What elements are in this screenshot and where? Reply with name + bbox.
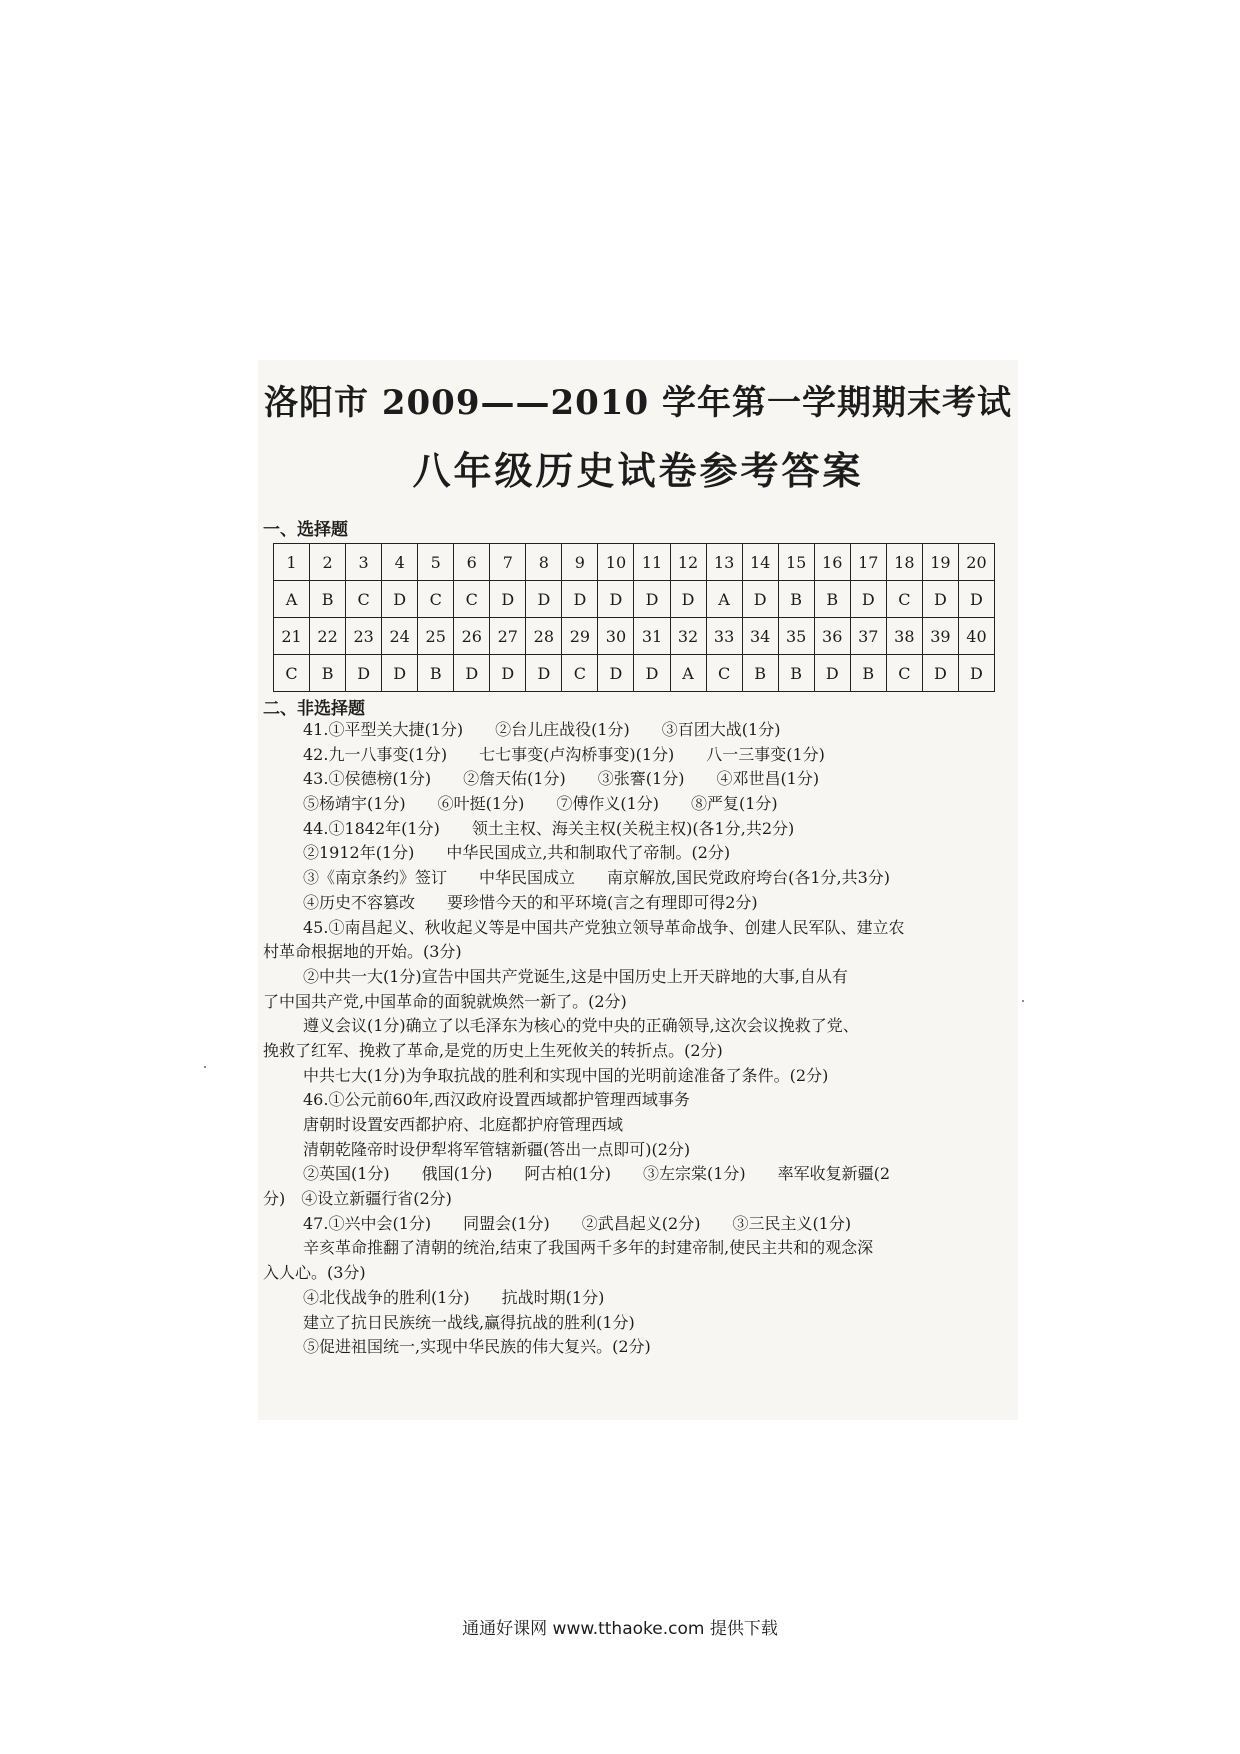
question-number-cell: 3 bbox=[346, 544, 382, 581]
answer-line: 46.①公元前60年,西汉政府设置西域都护管理西域事务 bbox=[303, 1090, 690, 1110]
question-number-cell: 14 bbox=[742, 544, 778, 581]
answer-cell: B bbox=[310, 581, 346, 618]
answer-cell: C bbox=[886, 581, 922, 618]
answer-cell: B bbox=[310, 655, 346, 692]
answer-cell: D bbox=[742, 581, 778, 618]
answer-line: 45.①南昌起义、秋收起义等是中国共产党独立领导革命战争、创建人民军队、建立农 bbox=[303, 917, 905, 937]
question-number-cell: 19 bbox=[922, 544, 958, 581]
answer-cell: D bbox=[922, 581, 958, 618]
answer-cell: D bbox=[958, 581, 994, 618]
question-number-cell: 2 bbox=[310, 544, 346, 581]
answer-line: ④历史不容篡改 要珍惜今天的和平环境(言之有理即可得2分) bbox=[303, 892, 758, 912]
question-number-cell: 6 bbox=[454, 544, 490, 581]
question-number-cell: 7 bbox=[490, 544, 526, 581]
answer-cell: D bbox=[382, 581, 418, 618]
answer-line: 44.①1842年(1分) 领土主权、海关主权(关税主权)(各1分,共2分) bbox=[303, 818, 795, 838]
answer-line: 辛亥革命推翻了清朝的统治,结束了我国两千多年的封建帝制,使民主共和的观念深 bbox=[303, 1238, 874, 1258]
question-number-cell: 25 bbox=[418, 618, 454, 655]
question-number-cell: 30 bbox=[598, 618, 634, 655]
answer-cell: B bbox=[778, 655, 814, 692]
question-number-cell: 26 bbox=[454, 618, 490, 655]
answer-line: 村革命根据地的开始。(3分) bbox=[263, 942, 462, 962]
question-number-cell: 8 bbox=[526, 544, 562, 581]
answer-cell: D bbox=[634, 581, 670, 618]
answer-cell: D bbox=[562, 581, 598, 618]
answer-cell: D bbox=[634, 655, 670, 692]
answer-cell: D bbox=[490, 655, 526, 692]
section-non-choice-label: 二、非选择题 bbox=[263, 699, 365, 719]
question-number-cell: 11 bbox=[634, 544, 670, 581]
question-number-cell: 5 bbox=[418, 544, 454, 581]
answer-line: ⑤杨靖宇(1分) ⑥叶挺(1分) ⑦傅作义(1分) ⑧严复(1分) bbox=[303, 794, 778, 814]
answer-cell: D bbox=[526, 581, 562, 618]
answer-line: ③《南京条约》签订 中华民国成立 南京解放,国民党政府垮台(各1分,共3分) bbox=[303, 868, 891, 888]
answer-line: ②英国(1分) 俄国(1分) 阿古柏(1分) ③左宗棠(1分) 率军收复新疆(2 bbox=[303, 1164, 891, 1184]
question-number-cell: 20 bbox=[958, 544, 994, 581]
answer-key-title: 八年级历史试卷参考答案 bbox=[412, 448, 864, 493]
question-number-cell: 31 bbox=[634, 618, 670, 655]
answer-cell: B bbox=[742, 655, 778, 692]
question-number-cell: 37 bbox=[850, 618, 886, 655]
question-number-cell: 17 bbox=[850, 544, 886, 581]
answer-cell: C bbox=[706, 655, 742, 692]
question-number-cell: 13 bbox=[706, 544, 742, 581]
answer-line: ④北伐战争的胜利(1分) 抗战时期(1分) bbox=[303, 1287, 605, 1307]
question-number-cell: 34 bbox=[742, 618, 778, 655]
answer-cell: C bbox=[274, 655, 310, 692]
question-number-cell: 1 bbox=[274, 544, 310, 581]
question-number-cell: 15 bbox=[778, 544, 814, 581]
answer-line: 中共七大(1分)为争取抗战的胜利和实现中国的光明前途准备了条件。(2分) bbox=[303, 1065, 829, 1085]
answer-cell: A bbox=[670, 655, 706, 692]
answer-line: 清朝乾隆帝时设伊犁将军管辖新疆(答出一点即可)(2分) bbox=[303, 1139, 691, 1159]
section-multiple-choice-label: 一、选择题 bbox=[263, 520, 348, 540]
answer-cell: D bbox=[526, 655, 562, 692]
answer-cell: C bbox=[418, 581, 454, 618]
question-number-cell: 10 bbox=[598, 544, 634, 581]
question-number-cell: 23 bbox=[346, 618, 382, 655]
answer-cell: D bbox=[382, 655, 418, 692]
answer-line: 唐朝时设置安西都护府、北庭都护府管理西域 bbox=[303, 1115, 624, 1134]
answer-row bbox=[274, 655, 995, 692]
question-number-cell: 29 bbox=[562, 618, 598, 655]
answer-line: 挽救了红军、挽救了革命,是党的历史上生死攸关的转折点。(2分) bbox=[263, 1040, 723, 1060]
non-choice-answers bbox=[263, 718, 1003, 1360]
answer-line: 42.九一八事变(1分) 七七事变(卢沟桥事变)(1分) 八一三事变(1分) bbox=[303, 744, 825, 764]
answer-cell: C bbox=[886, 655, 922, 692]
answer-cell: B bbox=[418, 655, 454, 692]
question-number-cell: 39 bbox=[922, 618, 958, 655]
scan-speck bbox=[204, 1066, 206, 1068]
answer-cell: D bbox=[454, 655, 490, 692]
answer-line: 遵义会议(1分)确立了以毛泽东为核心的党中央的正确领导,这次会议挽救了党、 bbox=[303, 1016, 859, 1036]
answer-line: 43.①侯德榜(1分) ②詹天佑(1分) ③张謇(1分) ④邓世昌(1分) bbox=[303, 769, 820, 789]
question-number-cell: 38 bbox=[886, 618, 922, 655]
answer-cell: D bbox=[346, 655, 382, 692]
question-number-cell: 18 bbox=[886, 544, 922, 581]
question-number-cell: 35 bbox=[778, 618, 814, 655]
exam-title: 洛阳市 2009——2010 学年第一学期期末考试 bbox=[264, 383, 1012, 423]
answer-line: 47.①兴中会(1分) 同盟会(1分) ②武昌起义(2分) ③三民主义(1分) bbox=[303, 1213, 852, 1233]
question-number-cell: 32 bbox=[670, 618, 706, 655]
answer-cell: B bbox=[778, 581, 814, 618]
question-number-cell: 12 bbox=[670, 544, 706, 581]
answer-cell: D bbox=[850, 581, 886, 618]
answer-row bbox=[274, 581, 995, 618]
answer-cell: A bbox=[706, 581, 742, 618]
answer-cell: D bbox=[922, 655, 958, 692]
question-number-cell: 16 bbox=[814, 544, 850, 581]
question-number-cell: 33 bbox=[706, 618, 742, 655]
download-source-footer: 通通好课网 www.tthaoke.com 提供下载 bbox=[462, 1619, 778, 1639]
answer-cell: C bbox=[454, 581, 490, 618]
answer-line: 了中国共产党,中国革命的面貌就焕然一新了。(2分) bbox=[263, 991, 627, 1011]
answer-cell: D bbox=[814, 655, 850, 692]
question-number-cell: 4 bbox=[382, 544, 418, 581]
answer-cell: B bbox=[814, 581, 850, 618]
answer-line: 分) ④设立新疆行省(2分) bbox=[263, 1189, 452, 1209]
question-number-cell: 21 bbox=[274, 618, 310, 655]
question-number-row bbox=[274, 618, 995, 655]
answer-line: 41.①平型关大捷(1分) ②台儿庄战役(1分) ③百团大战(1分) bbox=[303, 720, 781, 739]
multiple-choice-answer-table bbox=[273, 543, 995, 692]
answer-cell: D bbox=[598, 655, 634, 692]
answer-cell: D bbox=[490, 581, 526, 618]
answer-cell: D bbox=[958, 655, 994, 692]
answer-line: 入人心。(3分) bbox=[263, 1263, 366, 1283]
question-number-cell: 40 bbox=[958, 618, 994, 655]
answer-cell: C bbox=[346, 581, 382, 618]
question-number-cell: 22 bbox=[310, 618, 346, 655]
question-number-cell: 24 bbox=[382, 618, 418, 655]
scan-speck bbox=[1022, 1000, 1024, 1002]
question-number-cell: 9 bbox=[562, 544, 598, 581]
answer-line: ②中共一大(1分)宣告中国共产党诞生,这是中国历史上开天辟地的大事,自从有 bbox=[303, 966, 848, 986]
answer-cell: C bbox=[562, 655, 598, 692]
question-number-row bbox=[274, 544, 995, 581]
question-number-cell: 28 bbox=[526, 618, 562, 655]
answer-cell: A bbox=[274, 581, 310, 618]
answer-cell: D bbox=[670, 581, 706, 618]
question-number-cell: 36 bbox=[814, 618, 850, 655]
answer-cell: D bbox=[598, 581, 634, 618]
answer-line: ②1912年(1分) 中华民国成立,共和制取代了帝制。(2分) bbox=[303, 843, 731, 863]
answer-line: ⑤促进祖国统一,实现中华民族的伟大复兴。(2分) bbox=[303, 1337, 651, 1357]
answer-line: 建立了抗日民族统一战线,赢得抗战的胜利(1分) bbox=[303, 1312, 635, 1332]
answer-cell: B bbox=[850, 655, 886, 692]
question-number-cell: 27 bbox=[490, 618, 526, 655]
